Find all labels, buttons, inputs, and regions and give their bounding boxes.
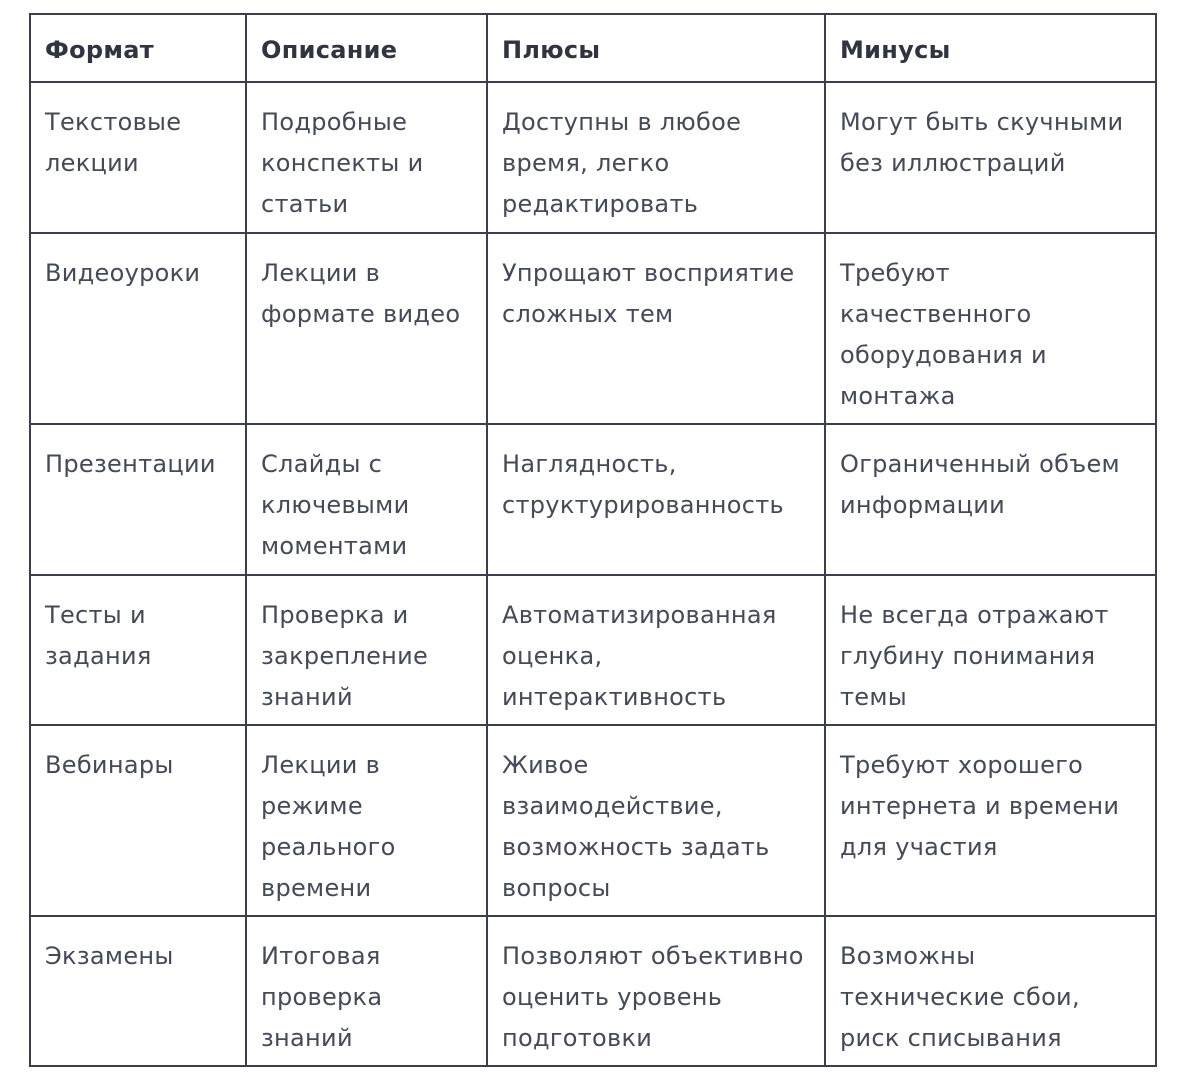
cell-description: Итоговая проверка знаний	[246, 916, 487, 1066]
cell-format: Тесты и задания	[30, 575, 246, 725]
cell-format: Экзамены	[30, 916, 246, 1066]
table-row	[30, 575, 1156, 725]
formats-table	[29, 13, 1157, 1067]
cell-pros: Упрощают восприятие сложных тем	[487, 233, 825, 424]
cell-pros: Позволяют объективно оценить уровень подготовки	[487, 916, 825, 1066]
cell-format: Текстовые лекции	[30, 82, 246, 233]
cell-cons: Требуют хорошего интернета и времени для участия	[825, 725, 1156, 916]
table-row	[30, 82, 1156, 233]
cell-format: Видеоуроки	[30, 233, 246, 424]
header-description: Описание	[246, 14, 487, 82]
table-row	[30, 725, 1156, 916]
cell-cons: Ограниченный объем информации	[825, 424, 1156, 575]
cell-description: Лекции в формате видео	[246, 233, 487, 424]
header-format: Формат	[30, 14, 246, 82]
cell-description: Лекции в режиме реального времени	[246, 725, 487, 916]
cell-cons: Возможны технические сбои, риск списывания	[825, 916, 1156, 1066]
cell-cons: Требуют качественного оборудования и монтажа	[825, 233, 1156, 424]
cell-pros: Живое взаимодействие, возможность задать вопросы	[487, 725, 825, 916]
table-row	[30, 424, 1156, 575]
cell-description: Проверка и закрепление знаний	[246, 575, 487, 725]
header-pros: Плюсы	[487, 14, 825, 82]
header-cons: Минусы	[825, 14, 1156, 82]
table-header-row	[30, 14, 1156, 82]
cell-description: Подробные конспекты и статьи	[246, 82, 487, 233]
cell-pros: Доступны в любое время, легко редактировать	[487, 82, 825, 233]
table-row	[30, 233, 1156, 424]
cell-cons: Не всегда отражают глубину понимания темы	[825, 575, 1156, 725]
cell-format: Вебинары	[30, 725, 246, 916]
table-row	[30, 916, 1156, 1066]
cell-pros: Автоматизированная оценка, интерактивность	[487, 575, 825, 725]
cell-format: Презентации	[30, 424, 246, 575]
cell-pros: Наглядность, структурированность	[487, 424, 825, 575]
cell-cons: Могут быть скучными без иллюстраций	[825, 82, 1156, 233]
cell-description: Слайды с ключевыми моментами	[246, 424, 487, 575]
